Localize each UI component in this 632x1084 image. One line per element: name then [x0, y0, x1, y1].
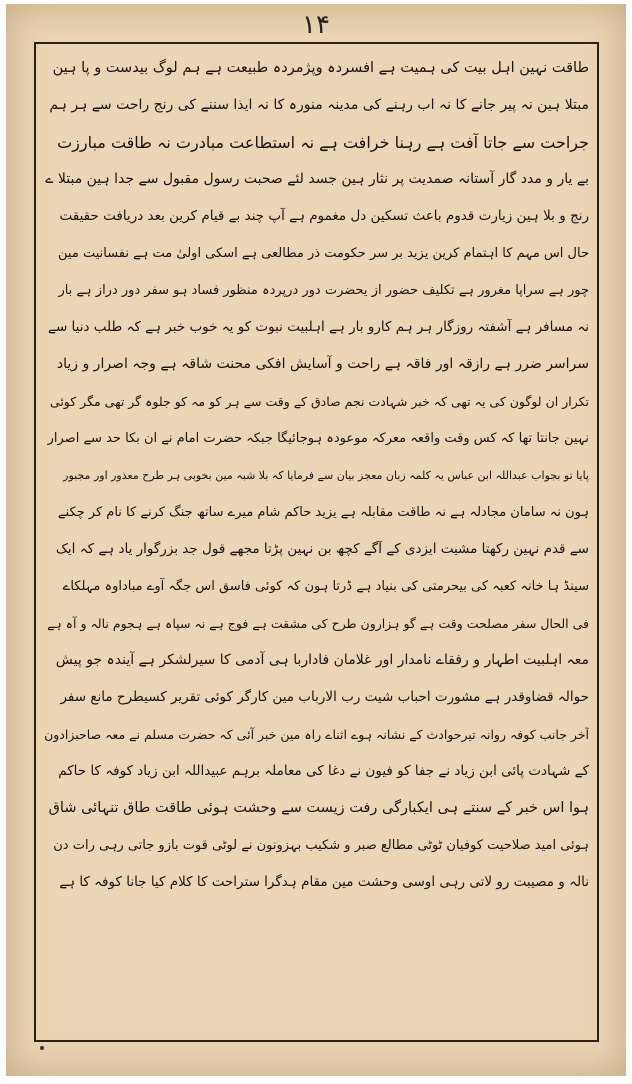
- text-line: حال اس مہم کا اہتمام کرین یزید بر سر حکومت ذر مطالعی ہے اسکی اولیٰ مت ہے نفسانیت مین: [58, 246, 589, 261]
- text-line: چور ہے سراپا مغرور ہے تکلیف حضور از یحضرت دور درپردہ منظور فساد ہو سفر دور دراز ہے بار: [58, 283, 589, 298]
- text-body: [44, 50, 589, 901]
- text-line: سراسر ضرر ہے رازقہ اور فاقہ ہے راحت و آسایش افکی محنت شاقہ ہے وجہ اصرار و زیاد: [56, 356, 589, 372]
- text-line: آخر جانب کوفہ روانہ تیرحوادث کے نشانہ ہوے اثناے راہ مین خبر آئی کہ حضرت مسلم نے معہ صاحبزادون: [44, 727, 589, 742]
- page-number: ۱۴: [302, 10, 330, 40]
- text-frame: [34, 42, 599, 1042]
- text-line: نہین جانتا تھا کہ کس وقت واقعہ معرکہ موعودہ ہوجائیگا جبکہ حضرت امام نے ان بکا حد سے اصرار: [47, 431, 589, 446]
- text-line: حوالہ قضاوقدر ہے مشورت احباب شیت رب الارباب مین کارگر کوئی تقریر کسیطرح مانع سفر: [60, 689, 589, 705]
- text-line: سینڈ ہا خانہ کعبہ کی بیحرمتی کی بنیاد ہے ڈرتا ہون کہ کوئی فاسق اس جگہ آوے مباداوہ مہلکاے: [62, 579, 589, 594]
- manuscript-page: [6, 4, 626, 1076]
- text-line: بے یار و مدد گار آستانہ صمدیت پر نثار ہین جسد لئے صحبت رسول مقبول سے جدا ہین مبتلا ے: [45, 171, 589, 187]
- text-line: ہوا اس خبر کے سنتے ہی ایکبارگی رفت زیست سے وحشت ہوئی طاقت طاق تنہائی شاق: [48, 800, 589, 816]
- text-line: فی الحال سفر مصلحت وقت ہے گو ہزارون طرح کی مشقت ہے فوج ہے نہ سپاہ ہے ہجوم نالہ و آہ ہے: [47, 616, 589, 631]
- text-line: رنج و بلا ہین زیارت قدوم باعث تسکین دل مغموم ہے آپ چند بے قیام کرین بعد دریافت حقیقت: [59, 208, 589, 224]
- text-line: سے قدم نہین رکھتا مشیت ایزدی کے آگے کچھ بن نہین پڑتا مجھے قول جد بزرگوار یاد ہے کہ ایک: [55, 541, 589, 557]
- text-line: طاقت نہین اہل بیت کی ہمیت ہے افسردہ وپژمردہ طبیعت ہے ہم لوگ بیدست و پا ہین: [52, 60, 589, 76]
- text-line: تکرار ان لوگون کی یہ تھی کہ خبر شہادت نجم صادق کے وقت سے ہر کو مہ کو جلوہ گر تھی مگر کوئی: [49, 394, 589, 409]
- text-line: ہوئی امید صلاحیت کوفیان ٹوٹی مطالع صبر و شکیب بہزونون نے لوٹی قوت بازو جاتی رہی رات دن: [53, 838, 589, 853]
- text-line: پایا تو بجواب عبداللہ ابن عباس یہ کلمہ زبان معجز بیان سے فرمایا کہ بلا شبہ مین بخوبی ہر طرح معذور اور مجبور: [63, 469, 589, 482]
- margin-mark: [40, 1046, 44, 1050]
- text-line: ہون نہ سامان مجادلہ ہے نہ طاقت مقابلہ ہے یزید حاکم شام میرے ساتھ جنگ کرنے کا نام کر چکنے: [57, 505, 589, 520]
- text-line: معہ اہلبیت اطہار و رفقاے نامدار اور غلامان فاداربا ہی آدمی کا سیرلشکر ہے آیندہ جو پیش: [55, 652, 589, 668]
- text-line: نہ مسافر ہے آشفتہ روزگار ہر ہم کارو بار ہے اہلبیت نبوت کو یہ خوب خبر ہے کہ طلب دنیا سے: [48, 319, 589, 335]
- text-line: مبتلا ہین نہ پیر جانے کا نہ اب رہنے کی مدینہ منورہ کا نہ ایذا سننے کی رنج راحت سے ہر ہم: [49, 97, 589, 113]
- text-line: نالہ و مصیبت رو لاتی رہی اوسی وحشت مین مقام ہدگرا ستراحت کا کلام کیا جانا کوفہ کا ہے: [59, 874, 589, 890]
- text-line: جراحت سے جاتا آفت ہے رہنا خرافت ہے نہ استطاعت مبادرت نہ طاقت مبارزت: [57, 133, 589, 152]
- text-line: کے شہادت پائی ابن زیاد نے جفا کو فیون نے دغا کی معاملہ برہم عبیداللہ ابن زیاد کوفہ کا حاکم: [58, 763, 589, 779]
